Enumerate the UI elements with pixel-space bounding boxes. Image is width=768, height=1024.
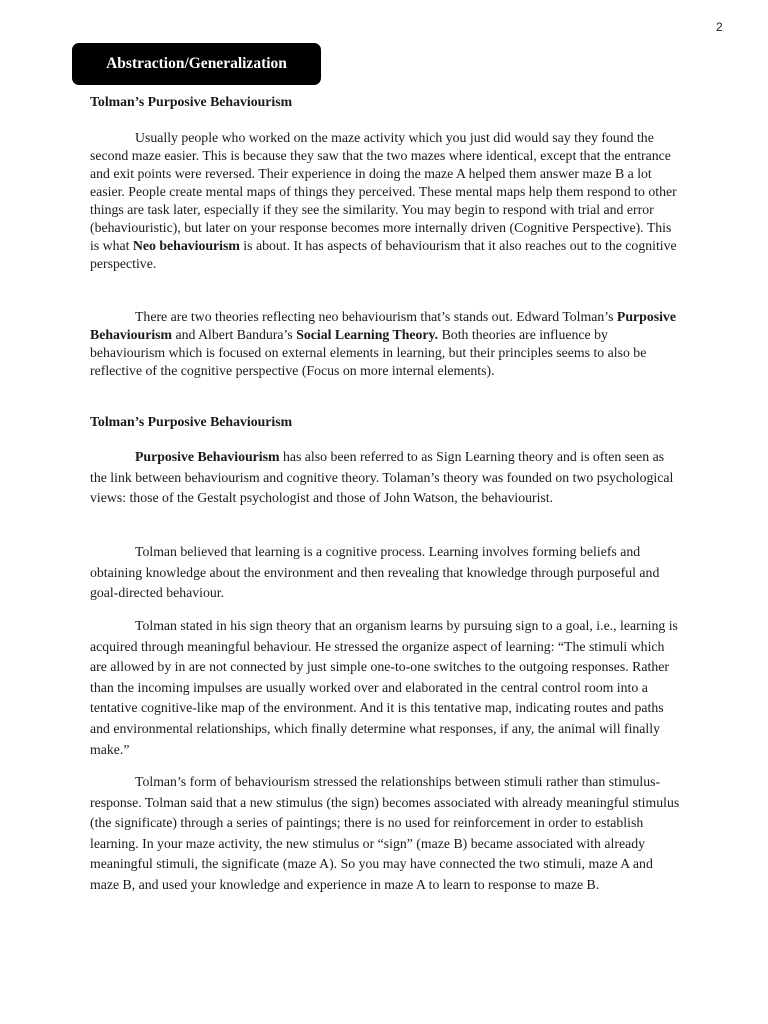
paragraph-text: Tolman stated in his sign theory that an organism learns by pursuing sign to a goal, i.e., learning is acquired through meaningful behaviour. He stressed the organize aspect of learning: “The stimuli which are allowed by in are not connected by just simple one-to-one switches to the outgoing responses. Rather than the incoming impulses are usually worked over and elaborated in the central control room into a tentative cognitive-like map of the environment. And it is this tentative map, indicating routes and paths and environmental relationships, which finally determine what responses, if any, the animal will finally make.” <box>90 618 678 757</box>
paragraph-text <box>90 308 680 380</box>
text-run: is about. It has aspects of behaviourism that it also reaches out to the cognitive perspective. <box>90 238 677 271</box>
text-run: Both theories are influence by behaviourism which is focused on external elements in learning, but their principles seems to also be reflective of the cognitive perspective (Focus on more internal elements). <box>90 327 647 378</box>
bold-term: Neo behaviourism <box>132 238 240 253</box>
section-heading-2: Tolman’s Purposive Behaviourism <box>90 414 293 429</box>
bold-term: Purposive Behaviourism <box>90 309 676 342</box>
section-banner: Abstraction/Generalization <box>72 43 321 85</box>
paragraph-text <box>90 129 680 273</box>
text-run: There are two theories reflecting neo behaviourism that’s stands out. Edward Tolman’s <box>135 309 617 324</box>
section2-paragraph-2 <box>90 542 680 604</box>
page-number: 2 <box>716 20 723 34</box>
section1-paragraph-1 <box>90 129 680 273</box>
section2-paragraph-4 <box>90 772 680 896</box>
text-run: Usually people who worked on the maze activity which you just did would say they found the second maze easier. This is because they saw that the two mazes where identical, except that the entrance and exit points were reversed. Their experience in doing the maze A helped them answer maze B a lot easier. People create mental maps of things they perceived. These mental maps help them respond to other things are task later, especially if they see the similarity. You may begin to respond with trial and error (behaviouristic), but later on your response becomes more internally driven (Cognitive Perspective). This is what <box>90 130 677 253</box>
paragraph-text: Tolman’s form of behaviourism stressed the relationships between stimuli rather than stimulus-response. Tolman said that a new stimulus (the sign) becomes associated with already meaningful stimulus (the significate) through a series of paintings; there is no used for reinforcement in order to establish learning. In your maze activity, the new stimulus or “sign” (maze B) became associated with already meaningful stimuli, the significate (maze A). So you may have connected the two stimuli, maze A and maze B, and used your knowledge and experience in maze A to learn to response to maze B. <box>90 774 680 892</box>
paragraph-text: Tolman believed that learning is a cognitive process. Learning involves forming beliefs and obtaining knowledge about the environment and then revealing that knowledge through purposeful and goal-directed behaviour. <box>90 544 660 601</box>
section1-paragraph-2 <box>90 308 680 380</box>
bold-term: Purposive Behaviourism <box>135 449 280 464</box>
paragraph-text <box>90 447 680 509</box>
text-run: has also been referred to as Sign Learning theory and is often seen as the link between behaviourism and cognitive theory. Tolaman’s theory was founded on two psychological views: those of the Gestalt psychologist and those of John Watson, the behaviourist. <box>90 449 674 506</box>
section-heading-1: Tolman’s Purposive Behaviourism <box>90 94 293 109</box>
section2-paragraph-3 <box>90 616 680 760</box>
text-run: and Albert Bandura’s <box>172 327 297 342</box>
bold-term: Social Learning Theory. <box>296 327 439 342</box>
section2-paragraph-1 <box>90 447 680 509</box>
